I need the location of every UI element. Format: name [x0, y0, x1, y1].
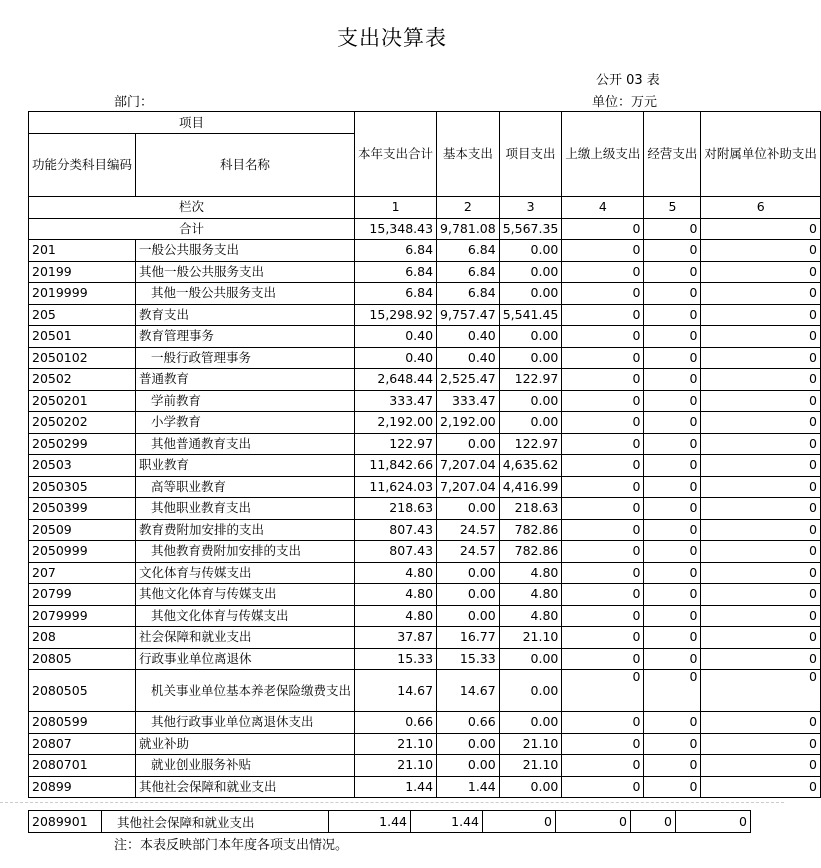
row-subsidy: 0: [701, 498, 821, 520]
row-basic: 0.40: [437, 347, 500, 369]
table-row: [29, 562, 821, 584]
row-code: 2050305: [29, 476, 136, 498]
row-name: 小学教育: [136, 412, 355, 434]
row-business: 0: [644, 390, 701, 412]
row-name: 职业教育: [136, 455, 355, 477]
row-business: 0: [644, 670, 701, 712]
row-upper: 0: [562, 347, 644, 369]
table-row: [29, 412, 821, 434]
row-basic: 0.00: [437, 562, 500, 584]
row-code: 2079999: [29, 605, 136, 627]
row-upper: 0: [562, 476, 644, 498]
row-upper: 0: [562, 712, 644, 734]
row-upper: 0: [562, 498, 644, 520]
row-basic: 1.44: [411, 811, 483, 833]
row-project: 782.86: [499, 519, 562, 541]
row-project: 0: [483, 811, 556, 833]
row-project: 4,416.99: [499, 476, 562, 498]
row-code: 2050202: [29, 412, 136, 434]
row-subsidy: 0: [701, 326, 821, 348]
row-total: 807.43: [355, 519, 437, 541]
row-subsidy: 0: [701, 433, 821, 455]
row-basic: 0.00: [437, 605, 500, 627]
row-upper: 0: [562, 648, 644, 670]
row-basic: 0.00: [437, 584, 500, 606]
row-code: 20807: [29, 733, 136, 755]
row-name: 其他职业教育支出: [136, 498, 355, 520]
total-amount: 15,348.43: [355, 218, 437, 240]
row-code: 208: [29, 627, 136, 649]
row-basic: 14.67: [437, 670, 500, 712]
total-label: 合计: [29, 218, 355, 240]
row-business: 0: [644, 433, 701, 455]
column-index: 2: [437, 197, 500, 219]
row-total: 2,648.44: [355, 369, 437, 391]
table-note: 注：本表反映部门本年度各项支出情况。: [114, 838, 349, 853]
row-project: 4.80: [499, 605, 562, 627]
row-upper: 0: [562, 261, 644, 283]
row-project: 5,541.45: [499, 304, 562, 326]
table-row: [29, 670, 821, 712]
row-business: 0: [644, 562, 701, 584]
table-row: [29, 605, 821, 627]
row-business: 0: [644, 776, 701, 798]
total-project: 5,567.35: [499, 218, 562, 240]
row-basic: 0.40: [437, 326, 500, 348]
table-row: [29, 304, 821, 326]
row-project: 218.63: [499, 498, 562, 520]
row-subsidy: 0: [701, 755, 821, 777]
row-subsidy: 0: [701, 562, 821, 584]
row-business: 0: [644, 733, 701, 755]
row-upper: 0: [562, 519, 644, 541]
row-upper: 0: [562, 455, 644, 477]
table-row: [29, 811, 751, 833]
row-upper: 0: [562, 562, 644, 584]
column-index: 4: [562, 197, 644, 219]
row-subsidy: 0: [701, 412, 821, 434]
row-total: 11,842.66: [355, 455, 437, 477]
row-code: 20899: [29, 776, 136, 798]
table-row: [29, 733, 821, 755]
row-basic: 2,525.47: [437, 369, 500, 391]
table-row: [29, 433, 821, 455]
row-business: 0: [644, 648, 701, 670]
row-project: 0.00: [499, 670, 562, 712]
row-total: 4.80: [355, 605, 437, 627]
row-code: 2089901: [29, 811, 102, 833]
row-name: 教育管理事务: [136, 326, 355, 348]
row-project: 0.00: [499, 648, 562, 670]
row-basic: 9,757.47: [437, 304, 500, 326]
row-basic: 2,192.00: [437, 412, 500, 434]
row-subsidy: 0: [701, 627, 821, 649]
row-upper: 0: [562, 369, 644, 391]
row-upper: 0: [562, 240, 644, 262]
row-basic: 24.57: [437, 541, 500, 563]
row-basic: 0.00: [437, 733, 500, 755]
row-business: 0: [644, 326, 701, 348]
row-code: 2050299: [29, 433, 136, 455]
row-upper: 0: [562, 605, 644, 627]
page-title: 支出决算表: [337, 26, 447, 50]
row-subsidy: 0: [701, 476, 821, 498]
row-business: 0: [644, 476, 701, 498]
row-upper: 0: [562, 776, 644, 798]
row-code: 201: [29, 240, 136, 262]
row-subsidy: 0: [701, 261, 821, 283]
row-business: 0: [644, 347, 701, 369]
row-code: 2080701: [29, 755, 136, 777]
table-row: [29, 541, 821, 563]
row-subsidy: 0: [701, 670, 821, 712]
table-row: [29, 776, 821, 798]
row-basic: 0.00: [437, 755, 500, 777]
total-subsidy: 0: [701, 218, 821, 240]
row-project: 21.10: [499, 755, 562, 777]
row-basic: 7,207.04: [437, 476, 500, 498]
row-project: 4.80: [499, 584, 562, 606]
column-index: 1: [355, 197, 437, 219]
row-total: 4.80: [355, 584, 437, 606]
row-subsidy: 0: [701, 519, 821, 541]
row-total: 6.84: [355, 240, 437, 262]
row-total: 37.87: [355, 627, 437, 649]
row-project: 21.10: [499, 733, 562, 755]
row-business: 0: [644, 369, 701, 391]
row-name: 就业创业服务补贴: [136, 755, 355, 777]
header-business: 经营支出: [644, 112, 701, 197]
row-upper: 0: [562, 390, 644, 412]
row-business: 0: [631, 811, 676, 833]
table-row: [29, 261, 821, 283]
row-upper: 0: [562, 584, 644, 606]
row-project: 4.80: [499, 562, 562, 584]
column-index: 5: [644, 197, 701, 219]
row-basic: 0.00: [437, 498, 500, 520]
row-upper: 0: [562, 755, 644, 777]
header-subsidy: 对附属单位补助支出: [701, 112, 821, 197]
row-upper: 0: [562, 304, 644, 326]
row-upper: 0: [562, 412, 644, 434]
row-subsidy: 0: [701, 347, 821, 369]
row-subsidy: 0: [701, 776, 821, 798]
row-business: 0: [644, 541, 701, 563]
row-basic: 6.84: [437, 283, 500, 305]
row-total: 0.66: [355, 712, 437, 734]
row-name: 其他一般公共服务支出: [136, 261, 355, 283]
row-project: 0.00: [499, 776, 562, 798]
row-business: 0: [644, 240, 701, 262]
row-name: 其他文化体育与传媒支出: [136, 605, 355, 627]
row-project: 122.97: [499, 433, 562, 455]
header-upper: 上缴上级支出: [562, 112, 644, 197]
row-total: 333.47: [355, 390, 437, 412]
row-business: 0: [644, 519, 701, 541]
row-code: 20502: [29, 369, 136, 391]
department-label: 部门：: [114, 95, 154, 110]
row-code: 20509: [29, 519, 136, 541]
row-name: 教育费附加安排的支出: [136, 519, 355, 541]
row-total: 807.43: [355, 541, 437, 563]
row-name: 教育支出: [136, 304, 355, 326]
row-total: 0.40: [355, 326, 437, 348]
table-row: [29, 519, 821, 541]
row-business: 0: [644, 455, 701, 477]
row-code: 2019999: [29, 283, 136, 305]
table-row: [29, 476, 821, 498]
row-code: 2050399: [29, 498, 136, 520]
row-total: 11,624.03: [355, 476, 437, 498]
row-code: 20503: [29, 455, 136, 477]
row-basic: 15.33: [437, 648, 500, 670]
row-business: 0: [644, 498, 701, 520]
row-project: 0.00: [499, 347, 562, 369]
total-basic: 9,781.08: [437, 218, 500, 240]
table-row: [29, 498, 821, 520]
row-code: 2080599: [29, 712, 136, 734]
row-code: 20199: [29, 261, 136, 283]
row-basic: 333.47: [437, 390, 500, 412]
row-subsidy: 0: [701, 584, 821, 606]
table-row: [29, 369, 821, 391]
header-project-exp: 项目支出: [499, 112, 562, 197]
row-project: 0.00: [499, 390, 562, 412]
column-index: 3: [499, 197, 562, 219]
row-subsidy: 0: [701, 733, 821, 755]
header-total: 本年支出合计: [355, 112, 437, 197]
row-subsidy: 0: [701, 541, 821, 563]
header-basic: 基本支出: [437, 112, 500, 197]
total-business: 0: [644, 218, 701, 240]
table-row: [29, 283, 821, 305]
row-code: 20805: [29, 648, 136, 670]
row-name: 普通教育: [136, 369, 355, 391]
row-subsidy: 0: [701, 605, 821, 627]
total-upper: 0: [562, 218, 644, 240]
row-subsidy: 0: [701, 390, 821, 412]
table-row: [29, 627, 821, 649]
row-total: 0.40: [355, 347, 437, 369]
row-project: 122.97: [499, 369, 562, 391]
row-upper: 0: [562, 283, 644, 305]
row-basic: 6.84: [437, 240, 500, 262]
row-project: 0.00: [499, 712, 562, 734]
row-subsidy: 0: [701, 369, 821, 391]
row-upper: 0: [562, 433, 644, 455]
table-row: [29, 326, 821, 348]
row-project: 782.86: [499, 541, 562, 563]
row-name: 其他社会保障和就业支出: [136, 776, 355, 798]
row-name: 其他行政事业单位离退休支出: [136, 712, 355, 734]
row-upper: 0: [562, 627, 644, 649]
row-subsidy: 0: [676, 811, 751, 833]
row-total: 21.10: [355, 755, 437, 777]
row-basic: 6.84: [437, 261, 500, 283]
row-total: 1.44: [329, 811, 411, 833]
table-row: [29, 347, 821, 369]
row-business: 0: [644, 304, 701, 326]
row-total: 1.44: [355, 776, 437, 798]
row-business: 0: [644, 584, 701, 606]
table-row: [29, 240, 821, 262]
row-basic: 0.66: [437, 712, 500, 734]
row-project: 4,635.62: [499, 455, 562, 477]
row-subsidy: 0: [701, 712, 821, 734]
row-total: 14.67: [355, 670, 437, 712]
row-business: 0: [644, 605, 701, 627]
row-project: 0.00: [499, 412, 562, 434]
row-code: 20501: [29, 326, 136, 348]
row-code: 20799: [29, 584, 136, 606]
row-name: 一般行政管理事务: [136, 347, 355, 369]
header-func-code: 功能分类科目编码: [29, 134, 136, 197]
row-subsidy: 0: [701, 648, 821, 670]
row-project: 21.10: [499, 627, 562, 649]
row-name: 其他普通教育支出: [136, 433, 355, 455]
row-upper: 0: [562, 733, 644, 755]
row-name: 其他教育费附加安排的支出: [136, 541, 355, 563]
table-row: [29, 648, 821, 670]
row-business: 0: [644, 261, 701, 283]
table-row: [29, 455, 821, 477]
form-number: 公开 03 表: [596, 73, 660, 88]
row-name: 其他社会保障和就业支出: [102, 811, 329, 833]
row-total: 2,192.00: [355, 412, 437, 434]
expenditure-table: [28, 111, 821, 798]
row-name: 高等职业教育: [136, 476, 355, 498]
row-total: 15.33: [355, 648, 437, 670]
row-project: 0.00: [499, 283, 562, 305]
row-upper: 0: [556, 811, 631, 833]
row-basic: 24.57: [437, 519, 500, 541]
row-project: 0.00: [499, 240, 562, 262]
row-basic: 1.44: [437, 776, 500, 798]
header-project: 项目: [29, 112, 355, 134]
row-upper: 0: [562, 541, 644, 563]
table-row: [29, 584, 821, 606]
table-row: [29, 755, 821, 777]
unit-label: 单位：万元: [592, 95, 658, 110]
row-subsidy: 0: [701, 283, 821, 305]
row-name: 一般公共服务支出: [136, 240, 355, 262]
row-subsidy: 0: [701, 304, 821, 326]
row-name: 学前教育: [136, 390, 355, 412]
expenditure-table-continued: [28, 810, 751, 833]
row-total: 6.84: [355, 283, 437, 305]
row-name: 其他文化体育与传媒支出: [136, 584, 355, 606]
row-business: 0: [644, 283, 701, 305]
row-code: 2050102: [29, 347, 136, 369]
row-business: 0: [644, 712, 701, 734]
row-business: 0: [644, 627, 701, 649]
row-code: 2050201: [29, 390, 136, 412]
row-code: 205: [29, 304, 136, 326]
row-name: 就业补助: [136, 733, 355, 755]
table-row: [29, 390, 821, 412]
column-index-label: 栏次: [29, 197, 355, 219]
row-basic: 16.77: [437, 627, 500, 649]
row-total: 4.80: [355, 562, 437, 584]
page-break-line: [0, 802, 784, 803]
row-name: 行政事业单位离退休: [136, 648, 355, 670]
row-project: 0.00: [499, 261, 562, 283]
row-basic: 7,207.04: [437, 455, 500, 477]
header-subject-name: 科目名称: [136, 134, 355, 197]
row-name: 其他一般公共服务支出: [136, 283, 355, 305]
row-total: 15,298.92: [355, 304, 437, 326]
row-total: 122.97: [355, 433, 437, 455]
row-name: 文化体育与传媒支出: [136, 562, 355, 584]
row-subsidy: 0: [701, 455, 821, 477]
row-total: 6.84: [355, 261, 437, 283]
row-total: 218.63: [355, 498, 437, 520]
row-code: 2050999: [29, 541, 136, 563]
row-name: 机关事业单位基本养老保险缴费支出: [136, 670, 355, 712]
row-code: 207: [29, 562, 136, 584]
table-row: [29, 712, 821, 734]
row-upper: 0: [562, 326, 644, 348]
row-name: 社会保障和就业支出: [136, 627, 355, 649]
column-index: 6: [701, 197, 821, 219]
row-basic: 0.00: [437, 433, 500, 455]
row-subsidy: 0: [701, 240, 821, 262]
row-project: 0.00: [499, 326, 562, 348]
row-code: 2080505: [29, 670, 136, 712]
row-total: 21.10: [355, 733, 437, 755]
row-business: 0: [644, 412, 701, 434]
row-business: 0: [644, 755, 701, 777]
row-upper: 0: [562, 670, 644, 712]
